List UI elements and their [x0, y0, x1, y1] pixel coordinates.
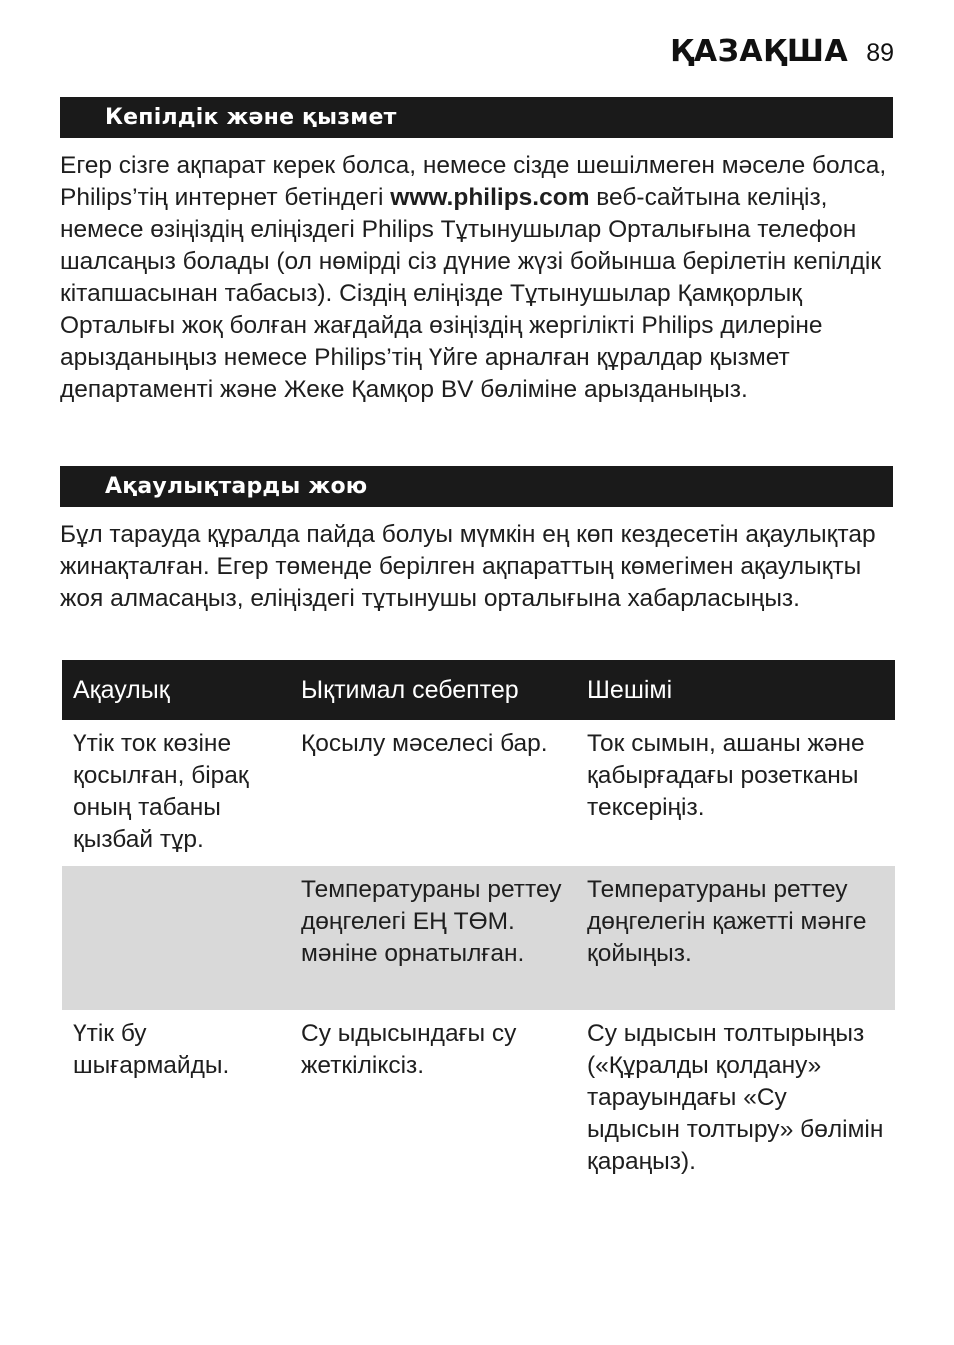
header-problem: Ақаулық [62, 660, 290, 720]
troubleshooting-table [62, 660, 895, 1188]
warranty-text-start: Егер сізге ақпарат керек болса, немесе сізде шешілмеген мәселе болса, Philips’тің интернет бетіндегі [60, 152, 887, 211]
warranty-paragraph [60, 150, 900, 406]
solution-cell: Су ыдысын толтырыңыз («Құралды қолдану» тарауындағы «Су ыдысын толтыру» бөлімін қараңыз). [587, 1020, 884, 1175]
problem-cell [62, 866, 290, 1010]
section-heading-warranty [60, 97, 893, 138]
cause-cell: Қосылу мәселесі бар. [301, 730, 548, 757]
page-number: 89 [866, 39, 894, 67]
page-header [670, 34, 894, 69]
table-row [62, 1010, 895, 1188]
solution-cell: Температураны реттеу дөңгелегін қажетті мәнге қойыңыз. [576, 866, 895, 1010]
language-title: ҚАЗАҚША [670, 34, 849, 69]
table-row [62, 720, 895, 866]
solution-cell: Ток сымын, ашаны және қабырғадағы розетканы тексеріңіз. [587, 730, 865, 821]
section-title: Кепілдік және қызмет [105, 105, 397, 130]
philips-url-link[interactable]: www.philips.com [390, 184, 590, 211]
troubleshooting-paragraph: Бұл тарауда құралда пайда болуы мүмкін ең көп кездесетін ақаулықтар жинақталған. Егер төменде берілген ақпараттың көмегімен ақаулықты жоя алмасаңыз, еліңіздегі тұтынушы орталығына хабарласыңыз. [60, 521, 876, 612]
section-heading-troubleshooting [60, 466, 893, 507]
cause-cell: Су ыдысындағы су жеткіліксіз. [301, 1020, 517, 1079]
header-solution: Шешімі [576, 660, 895, 720]
problem-cell: Үтік ток көзіне қосылған, бірақ оның табаны қызбай тұр. [73, 730, 249, 853]
cause-cell: Температураны реттеу дөңгелегі ЕҢ ТӨМ. мәніне орнатылған. [290, 866, 576, 1010]
table-header-row [62, 660, 895, 720]
warranty-text-end: веб-сайтына келіңіз, немесе өзіңіздің еліңіздегі Philips Тұтынушылар Орталығына телефон шалсаңыз болады (ол нөмірді сіз дүние жүзі бойынша берілетін кепілдік кітапшасынан табасыз). Сіздің еліңізде Тұтынушылар Қамқорлық Орталығы жоқ болған жағдайда өзіңіздің жергілікті Philips дилеріне арызданыңыз немесе Philips’тің Үйге арналған құралдар қызмет департаменті және Жеке Қамқор BV бөліміне арызданыңыз. [60, 184, 882, 403]
header-cause: Ықтимал себептер [290, 660, 576, 720]
problem-cell: Үтік бу шығармайды. [73, 1020, 230, 1079]
table-row [62, 866, 895, 1010]
section-title: Ақаулықтарды жою [105, 474, 368, 499]
